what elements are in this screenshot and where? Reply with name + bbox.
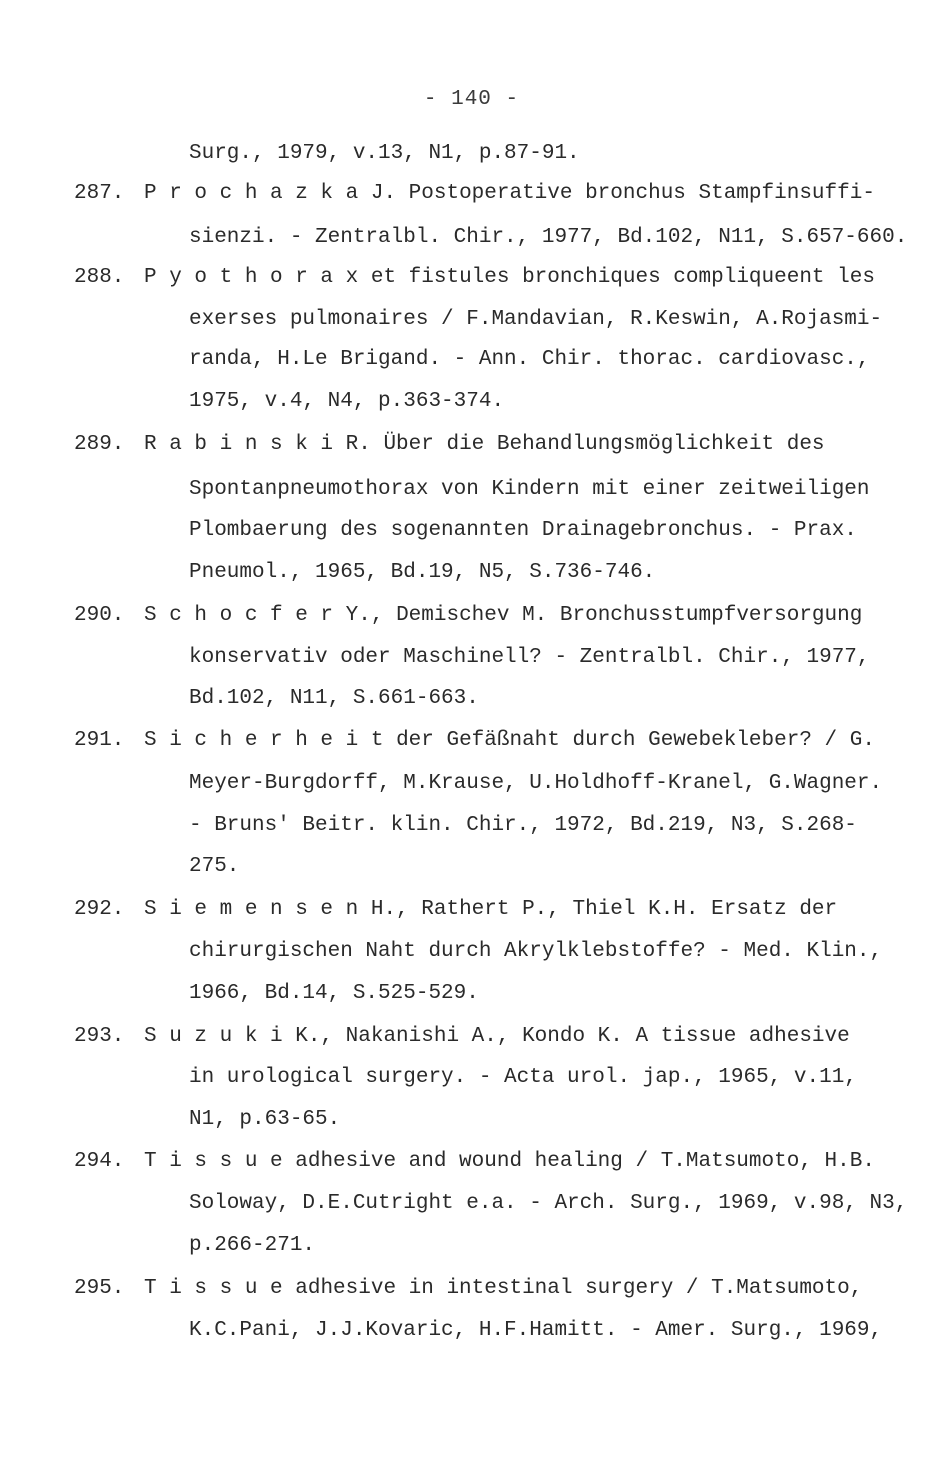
reference-line — [189, 306, 882, 334]
reference-text: 275. — [189, 855, 240, 878]
page-number: - 140 - — [423, 88, 520, 111]
reference-line — [189, 140, 580, 168]
reference-text: exerses pulmonaires / F.Mandavian, R.Keswin, A.Rojasmi- — [189, 308, 883, 331]
reference-line — [189, 1232, 315, 1260]
reference-line — [189, 853, 239, 881]
reference-text: randa, H.Le Brigand. - Ann. Chir. thorac. cardiovasc., — [189, 348, 870, 371]
reference-text: der Gefäßnaht durch Gewebekleber? / G. — [396, 729, 875, 752]
reference-line — [189, 812, 857, 840]
reference-text: Soloway, D.E.Cutright e.a. - Arch. Surg., 1969, v.98, N3, — [189, 1192, 908, 1215]
reference-line — [189, 770, 882, 798]
reference-number: 289. — [74, 433, 125, 456]
reference-line — [189, 1190, 907, 1218]
reference-text: konservativ oder Maschinell? - Zentralbl. Chir., 1977, — [189, 646, 870, 669]
reference-text: in urological surgery. - Acta urol. jap., 1965, v.11, — [189, 1066, 857, 1089]
reference-line — [144, 602, 862, 630]
reference-text: Meyer-Burgdorff, M.Krause, U.Holdhoff-Kranel, G.Wagner. — [189, 772, 883, 795]
reference-author: P y o t h o r a x — [144, 266, 359, 289]
reference-text: Rathert P., Thiel K.H. Ersatz der — [421, 898, 838, 921]
reference-line — [144, 180, 875, 208]
reference-author: S i c h e r h e i t — [144, 729, 384, 752]
reference-text: - Bruns' Beitr. klin. Chir., 1972, Bd.219, N3, S.268- — [189, 814, 857, 837]
reference-line — [189, 388, 504, 416]
reference-line — [144, 1023, 850, 1051]
reference-line — [189, 1064, 857, 1092]
reference-number: 287. — [74, 182, 125, 205]
reference-line — [189, 224, 907, 252]
reference-number: 290. — [74, 604, 125, 627]
reference-author: S i e m e n s e n H., — [144, 898, 409, 921]
reference-text: Über die Behandlungsmöglichkeit des — [383, 433, 825, 456]
reference-line — [189, 644, 870, 672]
reference-line — [144, 1275, 862, 1303]
reference-line — [189, 685, 479, 713]
reference-number: 288. — [74, 266, 125, 289]
reference-text: adhesive in intestinal surgery / T.Matsumoto, — [295, 1277, 863, 1300]
reference-line — [189, 1317, 882, 1345]
reference-text: N1, p.63-65. — [189, 1108, 341, 1131]
reference-line — [189, 346, 870, 374]
reference-text: adhesive and wound healing / T.Matsumoto, H.B. — [295, 1150, 875, 1173]
reference-line — [144, 1148, 875, 1176]
reference-number: 294. — [74, 1150, 125, 1173]
reference-author: T i s s u e — [144, 1277, 283, 1300]
reference-text: 1975, v.4, N4, p.363-374. — [189, 390, 505, 413]
reference-line — [189, 938, 882, 966]
reference-number: 293. — [74, 1025, 125, 1048]
reference-line — [189, 559, 655, 587]
reference-text: sienzi. - Zentralbl. Chir., 1977, Bd.102, N11, S.657-660. — [189, 226, 908, 249]
reference-author: S c h o c f e r Y., — [144, 604, 384, 627]
reference-text: et fistules bronchiques compliqueent les — [370, 266, 875, 289]
reference-line — [144, 264, 875, 292]
reference-text: Nakanishi A., Kondo K. A tissue adhesive — [345, 1025, 850, 1048]
reference-text: K.C.Pani, J.J.Kovaric, H.F.Hamitt. - Amer. Surg., 1969, — [189, 1319, 883, 1342]
reference-text: Surg., 1979, v.13, N1, p.87-91. — [189, 142, 580, 165]
reference-author: T i s s u e — [144, 1150, 283, 1173]
reference-number: 291. — [74, 729, 125, 752]
reference-line — [144, 431, 825, 459]
reference-line — [144, 727, 875, 755]
reference-text: Pneumol., 1965, Bd.19, N5, S.736-746. — [189, 561, 656, 584]
reference-text: Bd.102, N11, S.661-663. — [189, 687, 479, 710]
reference-text: 1966, Bd.14, S.525-529. — [189, 982, 479, 1005]
reference-line — [189, 1106, 340, 1134]
reference-author: R a b i n s k i R. — [144, 433, 371, 456]
reference-text: Spontanpneumothorax von Kindern mit einer zeitweiligen — [189, 478, 870, 501]
reference-text: Demischev M. Bronchusstumpfversorgung — [396, 604, 863, 627]
reference-text: p.266-271. — [189, 1234, 316, 1257]
reference-line — [189, 476, 870, 504]
reference-text: Plombaerung des sogenannten Drainagebronchus. - Prax. — [189, 519, 857, 542]
reference-line — [189, 980, 479, 1008]
reference-text: Postoperative bronchus Stampfinsuffi- — [408, 182, 875, 205]
reference-line — [189, 517, 857, 545]
reference-number: 292. — [74, 898, 125, 921]
reference-author: P r o c h a z k a J. — [144, 182, 397, 205]
reference-text: chirurgischen Naht durch Akrylklebstoffe? - Med. Klin., — [189, 940, 883, 963]
reference-author: S u z u k i K., — [144, 1025, 334, 1048]
reference-line — [144, 896, 837, 924]
reference-number: 295. — [74, 1277, 125, 1300]
